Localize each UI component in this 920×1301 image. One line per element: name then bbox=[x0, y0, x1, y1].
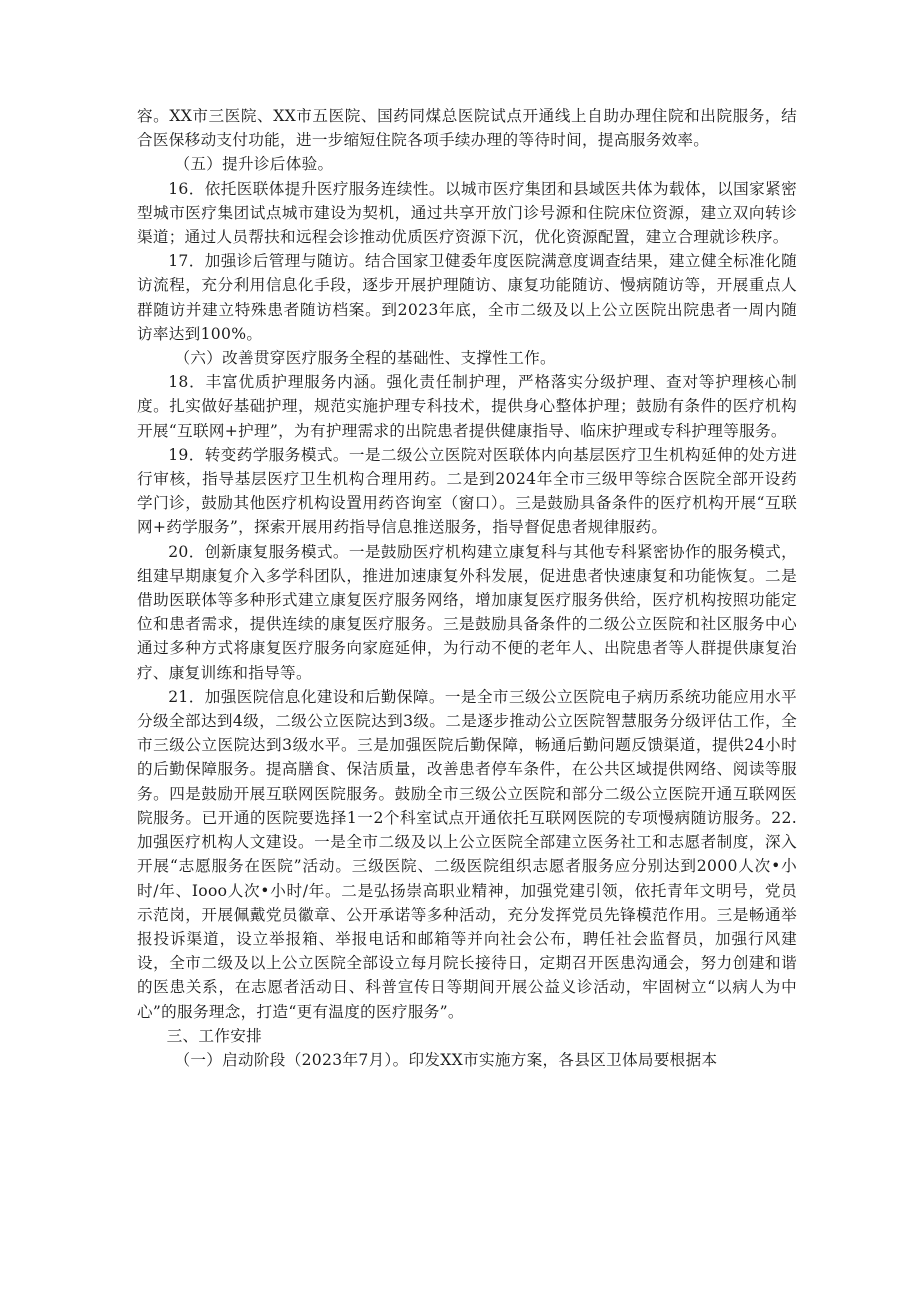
paragraph-18: 18．丰富优质护理服务内涵。强化责任制护理，严格落实分级护理、查对等护理核心制度。扎实做好基础护理，规范实施护理专科技术，提供身心整体护理；鼓励有条件的医疗机构开展“互联网+护理”，为有护理需求的出院患者提供健康指导、临床护理或专科护理等服务。 bbox=[137, 373, 797, 440]
section-heading-3: 三、工作安排 bbox=[166, 1026, 262, 1045]
paragraph-20: 20．创新康复服务模式。一是鼓励医疗机构建立康复科与其他专科紧密协作的服务模式，组建早期康复介入多学科团队，推进加速康复外科发展，促进患者快速康复和功能恢复。二是借助医联体等多种形式建立康复医疗服务网络，增加康复医疗服务供给，医疗机构按照功能定位和患者需求，提供连续的康复医疗服务。三是鼓励具备条件的二级公立医院和社区服务中心通过多种方式将康复医疗服务向家庭延伸，为行动不便的老年人、出院患者等人群提供康复治疗、康复训练和指导等。 bbox=[137, 542, 797, 682]
document-page bbox=[137, 104, 797, 1072]
paragraph-continuation: 容。XX市三医院、XX市五医院、国药同煤总医院试点开通线上自助办理住院和出院服务，结合医保移动支付功能，进一步缩短住院各项手续办理的等待时间，提高服务效率。 bbox=[137, 107, 797, 150]
paragraph-stage-1: （一）启动阶段（2023年7月）。印发XX市实施方案，各县区卫体局要根据本 bbox=[174, 1050, 718, 1069]
subsection-heading-6: （六）改善贯穿医疗服务全程的基础性、支撑性工作。 bbox=[174, 349, 556, 368]
paragraph-19: 19．转变药学服务模式。一是二级公立医院对医联体内向基层医疗卫生机构延伸的处方进行审核，指导基层医疗卫生机构合理用药。二是到2024年全市三级甲等综合医院全部开设药学门诊，鼓励其他医疗机构设置用药咨询室（窗口）。三是鼓励具备条件的医疗机构开展“互联网+药学服务”，探索开展用药指导信息推送服务，指导督促患者规律服药。 bbox=[137, 445, 797, 537]
subsection-heading-5: （五）提升诊后体验。 bbox=[174, 155, 334, 174]
paragraph-17: 17．加强诊后管理与随访。结合国家卫健委年度医院满意度调查结果，建立健全标准化随访流程，充分利用信息化手段，逐步开展护理随访、康复功能随访、慢病随访等，开展重点人群随访并建立特殊患者随访档案。到2023年底，全市二级及以上公立医院出院患者一周内随访率达到100%。 bbox=[137, 252, 797, 343]
paragraph-21: 21．加强医院信息化建设和后勤保障。一是全市三级公立医院电子病历系统功能应用水平分级全部达到4级，二级公立医院达到3级。二是逐步推动公立医院智慧服务分级评估工作，全市三级公立医院达到3级水平。三是加强医院后勤保障，畅通后勤问题反馈渠道，提供24小时的后勤保障服务。提高膳食、保洁质量，改善患者停车条件，在公共区域提供网络、阅读等服务。四是鼓励开展互联网医院服务。鼓励全市三级公立医院和部分二级公立医院开通互联网医院服务。已开通的医院要选择1一2个科室试点开通依托互联网医院的专项慢病随访服务。22.加强医疗机构人文建设。一是全市二级及以上公立医院全部建立医务社工和志愿者制度，深入开展“志愿服务在医院”活动。三级医院、二级医院组织志愿者服务应分别达到2000人次•小时/年、Iooo人次•小时/年。二是弘扬崇高职业精神，加强党建引领，依托青年文明号，党员示范岗，开展佩戴党员徽章、公开承诺等多种活动，充分发挥党员先锋模范作用。三是畅通举报投诉渠道，设立举报箱、举报电话和邮箱等并向社会公布，聘任社会监督员，加强行风建设，全市二级及以上公立医院全部设立每月院长接待日，定期召开医患沟通会，努力创建和谐的医患关系，在志愿者活动日、科普宣传日等期间开展公益义诊活动，牢固树立“以病人为中心”的服务理念，打造“更有温度的医疗服务”。 bbox=[137, 687, 797, 1021]
paragraph-16: 16．依托医联体提升医疗服务连续性。以城市医疗集团和县域医共体为载体，以国家紧密型城市医疗集团试点城市建设为契机，通过共享开放门诊号源和住院床位资源，建立双向转诊渠道；通过人员帮扶和远程会诊推动优质医疗资源下沉，优化资源配置，建立合理就诊秩序。 bbox=[137, 179, 797, 247]
